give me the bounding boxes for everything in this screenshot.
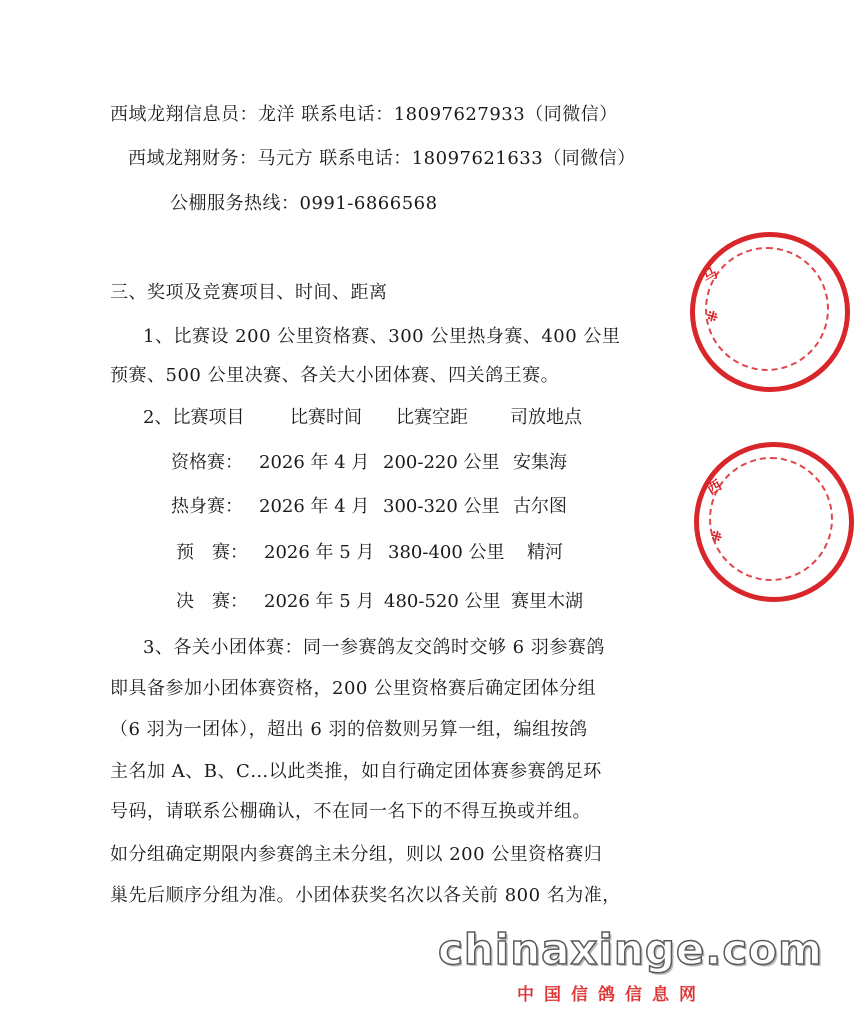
red-stamp-seal: 马 ※ <box>690 232 850 392</box>
item3-line: （6 羽为一团体），超出 6 羽的倍数则另算一组，编组按鸽 <box>110 719 588 740</box>
event-cell: 热身赛： <box>171 496 243 517</box>
distance-cell: 300-320 公里 <box>383 496 500 517</box>
watermark-domain: chinaxinge.com <box>438 925 823 974</box>
event-cell: 预 赛： <box>176 542 248 563</box>
item1-line1: 1、比赛设 200 公里资格赛、300 公里热身赛、400 公里 <box>143 326 621 347</box>
item3-line: 主名加 A、B、C…以此类推，如自行确定团体赛参赛鸽足环 <box>110 761 602 782</box>
contact-finance: 西域龙翔财务：马元方 联系电话：18097621633（同微信） <box>128 148 636 169</box>
time-cell: 2026 年 5 月 <box>264 591 375 612</box>
place-cell: 精河 <box>527 542 563 563</box>
section-heading: 三、奖项及竞赛项目、时间、距离 <box>110 282 388 303</box>
item3-line: 即具备参加小团体赛资格，200 公里资格赛后确定团体分组 <box>110 678 597 699</box>
watermark-site-name: 中国信鸽信息网 <box>517 985 706 1005</box>
item3-line: 号码，请联系公棚确认，不在同一名下的不得互换或并组。 <box>110 801 591 822</box>
time-cell: 2026 年 4 月 <box>259 496 370 517</box>
place-cell: 古尔图 <box>513 496 567 517</box>
event-cell: 资格赛： <box>171 452 243 473</box>
place-cell: 安集海 <box>513 452 567 473</box>
item3-line: 巢先后顺序分组为准。小团体获奖名次以各关前 800 名为准， <box>110 885 621 906</box>
item3-line: 3、各关小团体赛：同一参赛鸽友交鸽时交够 6 羽参赛鸽 <box>143 637 605 658</box>
distance-cell: 480-520 公里 <box>384 591 501 612</box>
event-cell: 决 赛： <box>176 591 248 612</box>
contact-info-officer: 西域龙翔信息员：龙洋 联系电话：18097627933（同微信） <box>110 104 618 125</box>
header-event: 2、比赛项目 <box>143 407 245 428</box>
header-time: 比赛时间 <box>290 407 362 428</box>
distance-cell: 380-400 公里 <box>388 542 505 563</box>
header-distance: 比赛空距 <box>396 407 468 428</box>
distance-cell: 200-220 公里 <box>383 452 500 473</box>
service-hotline: 公棚服务热线：0991-6866568 <box>170 193 438 214</box>
header-place: 司放地点 <box>510 407 582 428</box>
time-cell: 2026 年 4 月 <box>259 452 370 473</box>
place-cell: 赛里木湖 <box>511 591 583 612</box>
time-cell: 2026 年 5 月 <box>264 542 375 563</box>
item1-line2: 预赛、500 公里决赛、各关大小团体赛、四关鸽王赛。 <box>110 365 560 386</box>
item3-line: 如分组确定期限内参赛鸽主未分组，则以 200 公里资格赛归 <box>110 844 603 865</box>
red-stamp-seal: 西 ※ <box>694 442 854 602</box>
